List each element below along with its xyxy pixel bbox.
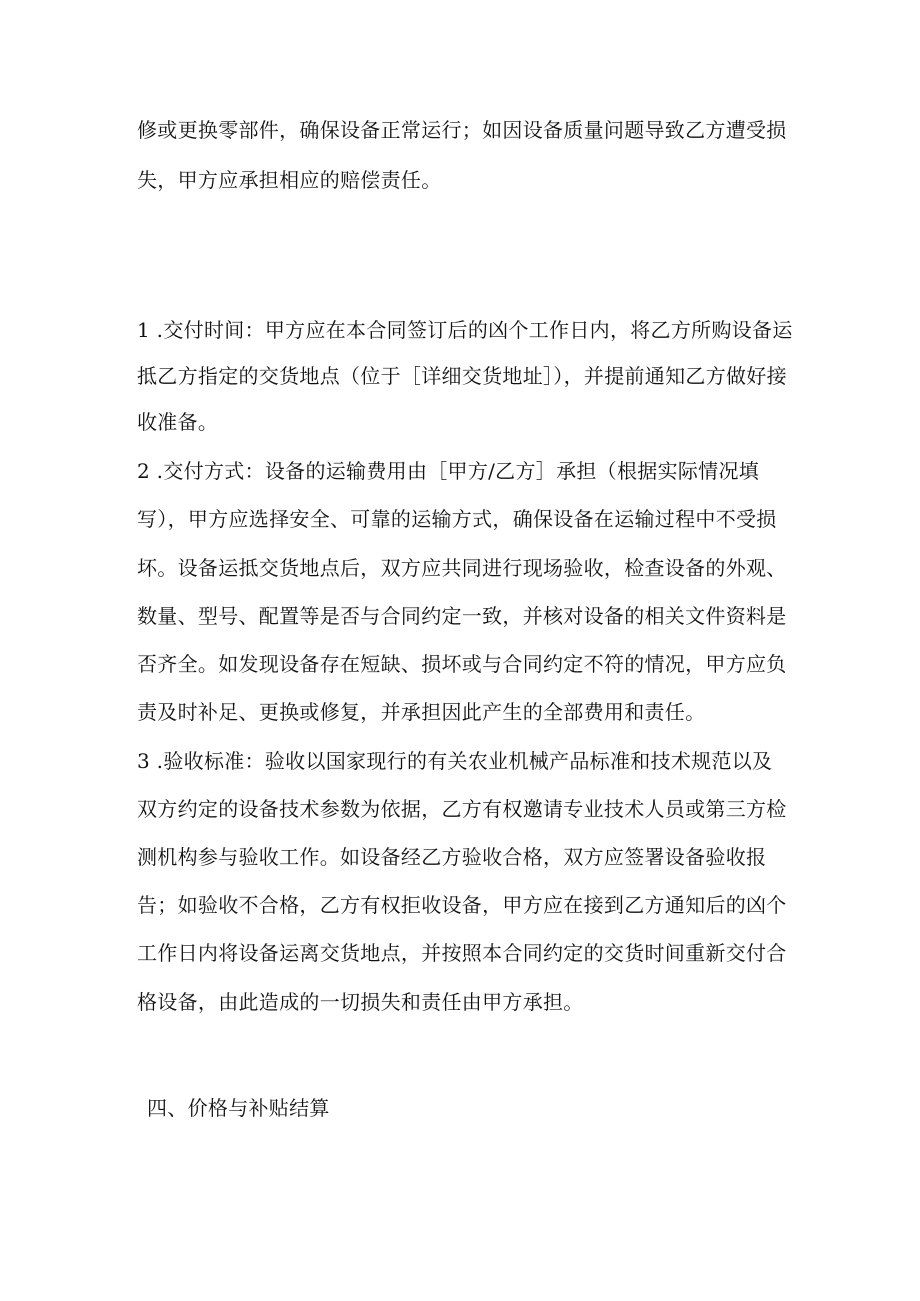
clause-2-line: 数量、型号、配置等是否与合同约定一致，并核对设备的相关文件资料是 <box>137 604 787 628</box>
clause-1-line: 抵乙方指定的交货地点（位于［详细交货地址］），并提前通知乙方做好接 <box>137 364 787 388</box>
clause-2-line: 否齐全。如发现设备存在短缺、损坏或与合同约定不符的情况，甲方应负 <box>137 652 787 676</box>
intro-line: 修或更换零部件，确保设备正常运行；如因设备质量问题导致乙方遭受损 <box>137 118 787 142</box>
clause-3-line: 3 .验收标准：验收以国家现行的有关农业机械产品标准和技术规范以及 <box>137 749 773 773</box>
clause-2-line: 2 .交付方式：设备的运输费用由［甲方/乙方］承担（根据实际情况填 <box>137 459 760 483</box>
intro-line: 失，甲方应承担相应的赔偿责任。 <box>137 168 442 192</box>
clause-3-line: 告；如验收不合格，乙方有权拒收设备，甲方应在接到乙方通知后的凶个 <box>137 893 787 917</box>
section-heading: 四、价格与补贴结算 <box>147 1096 330 1120</box>
clause-2-line: 写），甲方应选择安全、可靠的运输方式，确保设备在运输过程中不受损 <box>137 507 777 531</box>
clause-1-line: 1 .交付时间：甲方应在本合同签订后的凶个工作日内，将乙方所购设备运 <box>137 318 793 342</box>
clause-3-line: 测机构参与验收工作。如设备经乙方验收合格，双方应签署设备验收报 <box>137 845 767 869</box>
clause-3-line: 格设备，由此造成的一切损失和责任由甲方承担。 <box>137 990 584 1014</box>
clause-2-line: 责及时补足、更换或修复，并承担因此产生的全部费用和责任。 <box>137 700 706 724</box>
clause-3-line: 工作日内将设备运离交货地点，并按照本合同约定的交货时间重新交付合 <box>137 941 787 965</box>
clause-2-line: 坏。设备运抵交货地点后，双方应共同进行现场验收，检查设备的外观、 <box>137 556 787 580</box>
clause-1-line: 收准备。 <box>137 410 219 434</box>
clause-3-line: 双方约定的设备技术参数为依据，乙方有权邀请专业技术人员或第三方检 <box>137 797 787 821</box>
